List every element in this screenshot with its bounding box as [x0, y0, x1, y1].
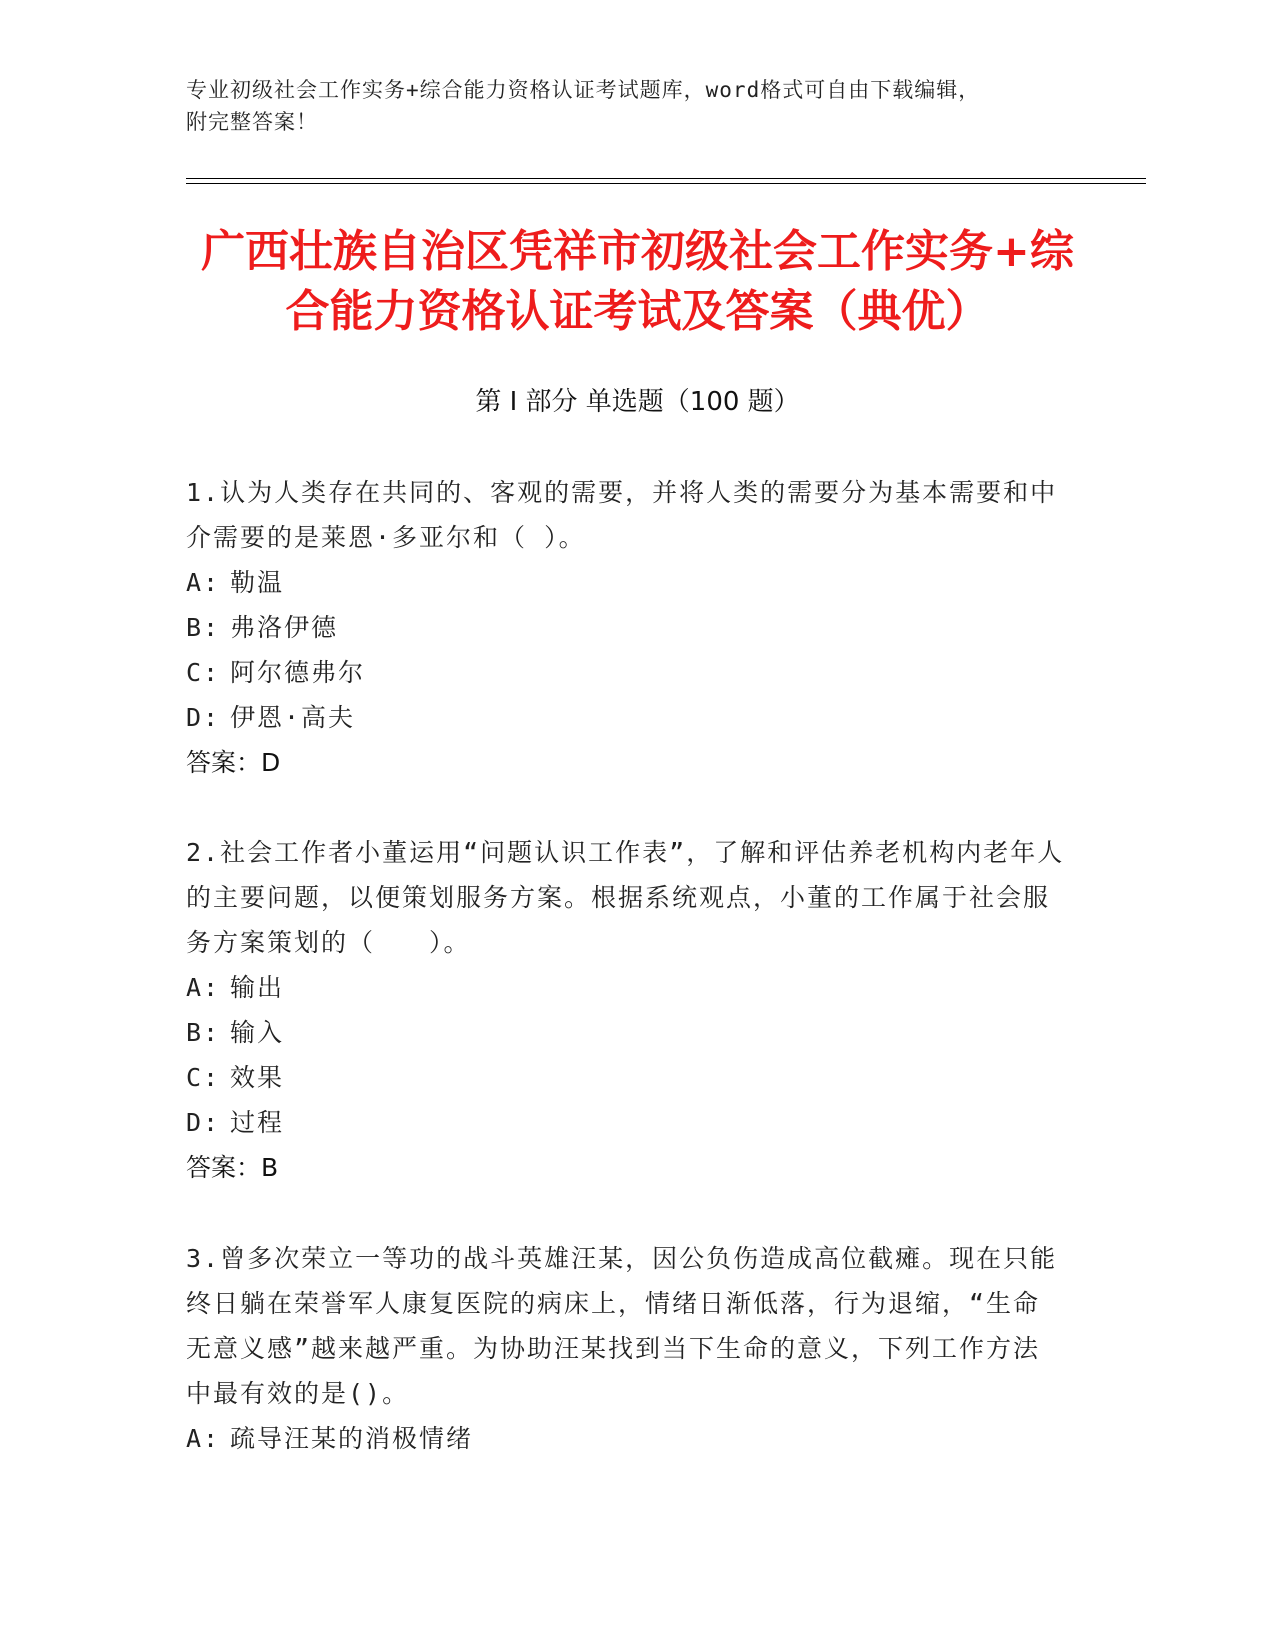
- option-text: 阿尔德弗尔: [230, 658, 366, 687]
- header-divider-top: [186, 178, 1146, 179]
- answer: 答案：D: [186, 748, 281, 777]
- section-title: 第 I 部分 单选题（100 题）: [475, 387, 800, 417]
- option-key: B:: [186, 613, 221, 642]
- option-a: [186, 1416, 1066, 1461]
- option-key: A:: [186, 1424, 221, 1453]
- option-text: 伊恩·高夫: [230, 703, 356, 732]
- document-title-line-2: 合能力资格认证考试及答案（典优）: [285, 286, 990, 337]
- document-title-line-1: 广西壮族自治区凭祥市初级社会工作实务+综: [201, 226, 1074, 277]
- option-text: 输入: [230, 1018, 285, 1047]
- option-text: 输出: [230, 973, 285, 1002]
- option-text: 效果: [230, 1063, 285, 1092]
- option-key: C:: [186, 1063, 221, 1092]
- header-divider-bottom: [186, 183, 1146, 184]
- question-stem: 3.曾多次荣立一等功的战斗英雄汪某，因公负伤造成高位截瘫。现在只能终日躺在荣誉军人康复医院的病床上，情绪日渐低落，行为退缩，“生命无意义感”越来越严重。为协助汪某找到当下生命的意义，下列工作方法中最有效的是()。: [186, 1244, 1058, 1408]
- header-note-line-1: 专业初级社会工作实务+综合能力资格认证考试题库，word格式可自由下载编辑，: [186, 78, 981, 102]
- option-key: A:: [186, 973, 221, 1002]
- option-key: A:: [186, 568, 221, 597]
- option-c: [186, 650, 1066, 695]
- option-a: [186, 560, 1066, 605]
- question-3: [186, 1236, 1066, 1461]
- option-c: [186, 1055, 1066, 1100]
- question-stem: 1.认为人类存在共同的、客观的需要，并将人类的需要分为基本需要和中介需要的是莱恩·多亚尔和（ ）。: [186, 478, 1058, 552]
- header-note: [186, 74, 1086, 138]
- option-b: [186, 605, 1066, 650]
- option-text: 弗洛伊德: [230, 613, 339, 642]
- option-a: [186, 965, 1066, 1010]
- answer: 答案：B: [186, 1153, 279, 1182]
- option-text: 过程: [230, 1108, 285, 1137]
- option-key: C:: [186, 658, 221, 687]
- option-b: [186, 1010, 1066, 1055]
- question-2: [186, 830, 1066, 1190]
- option-key: D:: [186, 1108, 221, 1137]
- option-text: 疏导汪某的消极情绪: [230, 1424, 474, 1453]
- option-key: B:: [186, 1018, 221, 1047]
- question-stem: 2.社会工作者小董运用“问题认识工作表”，了解和评估养老机构内老年人的主要问题，以便策划服务方案。根据系统观点，小董的工作属于社会服务方案策划的（ ）。: [186, 838, 1065, 957]
- option-d: [186, 1100, 1066, 1145]
- option-d: [186, 695, 1066, 740]
- header-note-line-2: 附完整答案！: [186, 110, 318, 134]
- document-title: [150, 222, 1125, 342]
- option-key: D:: [186, 703, 221, 732]
- question-1: [186, 470, 1066, 785]
- option-text: 勒温: [230, 568, 285, 597]
